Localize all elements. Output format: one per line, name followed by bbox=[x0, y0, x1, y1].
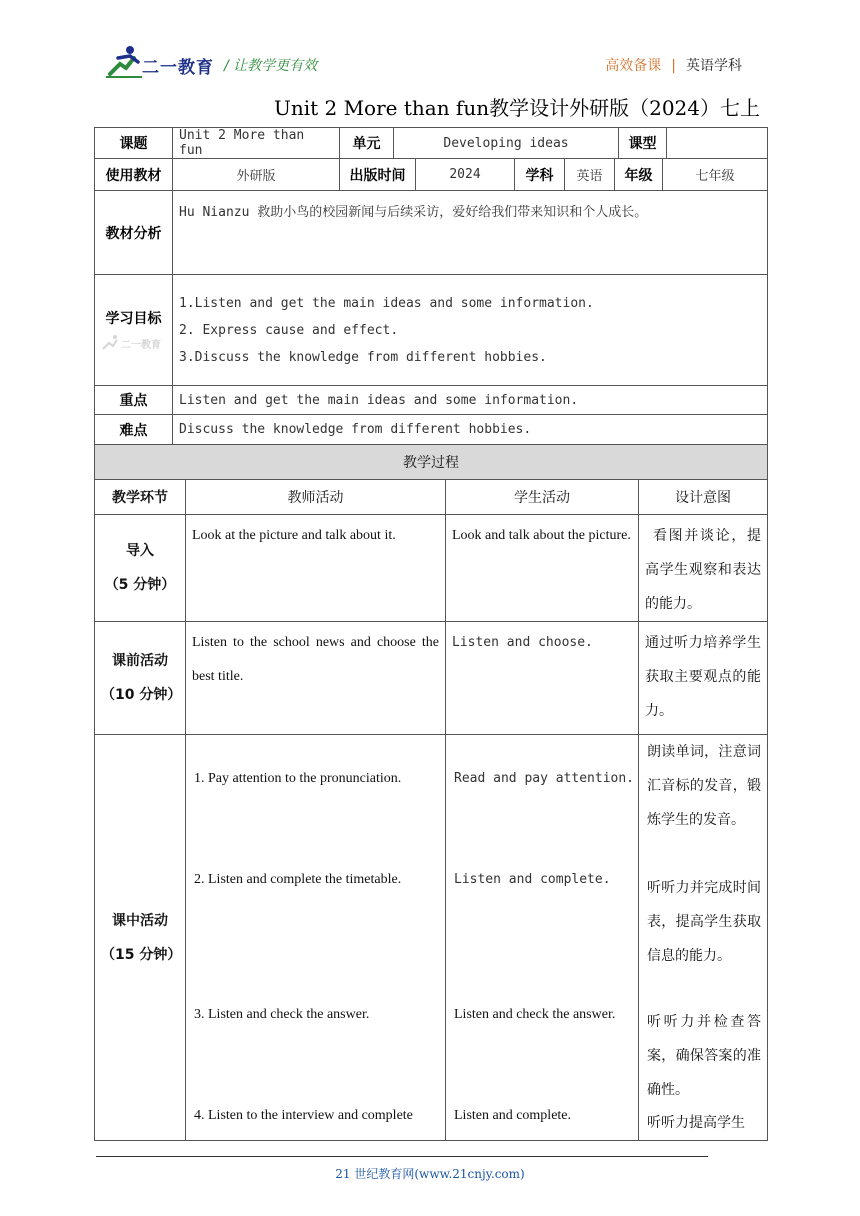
student-activity: Look and talk about the picture. bbox=[446, 515, 639, 622]
header-separator: | bbox=[671, 58, 676, 74]
step-intent-1: 朗读单词，注意词汇音标的发音，锻炼学生的发音。 bbox=[647, 744, 761, 828]
textbook-label: 使用教材 bbox=[95, 159, 173, 191]
stage-name: 课中活动 bbox=[112, 912, 168, 929]
runner-logo-icon bbox=[104, 44, 144, 78]
process-header-row bbox=[95, 480, 768, 515]
goals-list bbox=[173, 275, 768, 386]
info-row-difficult bbox=[95, 415, 768, 445]
info-row-analysis bbox=[95, 191, 768, 275]
col-teacher: 教师活动 bbox=[186, 480, 446, 515]
stage-time: （15 分钟） bbox=[101, 946, 182, 963]
stage-name: 导入 bbox=[126, 543, 154, 559]
info-table bbox=[94, 127, 768, 159]
info-row-topic bbox=[95, 128, 768, 159]
stage-while bbox=[95, 735, 186, 1141]
goals-label: 学习目标 bbox=[105, 311, 162, 327]
watermark-logo-icon bbox=[101, 334, 171, 352]
footer-divider bbox=[96, 1156, 708, 1157]
subject-label: 学科 bbox=[515, 159, 565, 191]
goal-item-2: 2. Express cause and effect. bbox=[179, 322, 399, 338]
header-right bbox=[605, 55, 742, 75]
key-label: 重点 bbox=[95, 386, 173, 415]
info-row-textbook bbox=[95, 159, 768, 191]
goal-item-3: 3.Discuss the knowledge from different hobbies. bbox=[179, 349, 547, 365]
col-stage: 教学环节 bbox=[95, 480, 186, 515]
step-student-2: Listen and complete. bbox=[454, 872, 611, 887]
type-label: 课型 bbox=[619, 128, 667, 159]
unit-label: 单元 bbox=[340, 128, 394, 159]
step-student-3: Listen and check the answer. bbox=[454, 1007, 616, 1022]
design-intent: 看图并谈论，提高学生观察和表达的能力。 bbox=[639, 515, 768, 622]
process-title-row bbox=[95, 445, 768, 480]
goals-label-cell bbox=[95, 275, 173, 386]
watermark-text: 二一教育 bbox=[121, 340, 161, 351]
step-teacher-1: 1. Pay attention to the pronunciation. bbox=[194, 771, 402, 786]
step-intent-4: 听听力提高学生 bbox=[647, 1115, 745, 1131]
info-row-goals bbox=[95, 275, 768, 386]
teacher-activity-steps bbox=[186, 735, 446, 1141]
table-row bbox=[95, 622, 768, 735]
key-value: Listen and get the main ideas and some information. bbox=[173, 386, 768, 415]
goal-item-1: 1.Listen and get the main ideas and some information. bbox=[179, 295, 594, 311]
logo-text: 二一教育 bbox=[142, 58, 214, 78]
difficult-value: Discuss the knowledge from different hobbies. bbox=[173, 415, 768, 445]
step-teacher-2: 2. Listen and complete the timetable. bbox=[194, 872, 402, 887]
subject-value: 英语 bbox=[565, 159, 615, 191]
analysis-value: Hu Nianzu 救助小鸟的校园新闻与后续采访，爱好给我们带来知识和个人成长。 bbox=[173, 191, 768, 275]
pubtime-value: 2024 bbox=[416, 159, 515, 191]
stage-intro bbox=[95, 515, 186, 622]
logo bbox=[104, 44, 216, 78]
document-title: Unit 2 More than fun教学设计外研版（2024）七上 bbox=[273, 96, 760, 120]
watermark bbox=[101, 334, 171, 352]
info-table-row2 bbox=[94, 158, 768, 191]
textbook-value: 外研版 bbox=[173, 159, 340, 191]
table-row bbox=[95, 515, 768, 622]
slogan: / 让教学更有效 bbox=[224, 58, 318, 74]
unit-value: Developing ideas bbox=[394, 128, 619, 159]
step-intent-2: 听听力并完成时间表，提高学生获取信息的能力。 bbox=[647, 880, 761, 964]
type-value bbox=[667, 128, 768, 159]
process-table bbox=[94, 444, 768, 1141]
analysis-label: 教材分析 bbox=[95, 191, 173, 275]
info-row-key bbox=[95, 386, 768, 415]
stage-time: （10 分钟） bbox=[101, 687, 182, 703]
topic-label: 课题 bbox=[95, 128, 173, 159]
step-student-1: Read and pay attention. bbox=[454, 771, 635, 786]
design-intent: 通过听力培养学生获取主要观点的能力。 bbox=[639, 622, 768, 735]
design-intent-steps bbox=[639, 735, 768, 1141]
header-subject: 英语学科 bbox=[686, 58, 742, 74]
step-teacher-4: 4. Listen to the interview and complete bbox=[194, 1108, 413, 1123]
col-student: 学生活动 bbox=[446, 480, 639, 515]
stage-time: （5 分钟） bbox=[104, 577, 176, 593]
grade-value: 七年级 bbox=[663, 159, 768, 191]
difficult-label: 难点 bbox=[95, 415, 173, 445]
step-intent-3: 听听力并检查答案，确保答案的准确性。 bbox=[647, 1014, 761, 1098]
pubtime-label: 出版时间 bbox=[340, 159, 416, 191]
student-activity-steps bbox=[446, 735, 639, 1141]
footer-link[interactable]: 21 世纪教育网(www.21cnjy.com) bbox=[335, 1167, 525, 1181]
stage-pre bbox=[95, 622, 186, 735]
page-header bbox=[0, 0, 860, 120]
student-activity: Listen and choose. bbox=[446, 622, 639, 735]
step-teacher-3: 3. Listen and check the answer. bbox=[194, 1007, 370, 1022]
teacher-activity: Look at the picture and talk about it. bbox=[186, 515, 446, 622]
teacher-activity: Listen to the school news and choose the best title. bbox=[186, 622, 446, 735]
table-row bbox=[95, 735, 768, 1141]
col-intent: 设计意图 bbox=[639, 480, 768, 515]
process-title: 教学过程 bbox=[95, 445, 768, 480]
step-student-4: Listen and complete. bbox=[454, 1108, 572, 1123]
stage-name: 课前活动 bbox=[112, 653, 168, 669]
header-badge-left: 高效备课 bbox=[605, 58, 662, 74]
topic-value: Unit 2 More than fun bbox=[173, 128, 340, 159]
info-table-rest bbox=[94, 190, 768, 445]
grade-label: 年级 bbox=[615, 159, 663, 191]
